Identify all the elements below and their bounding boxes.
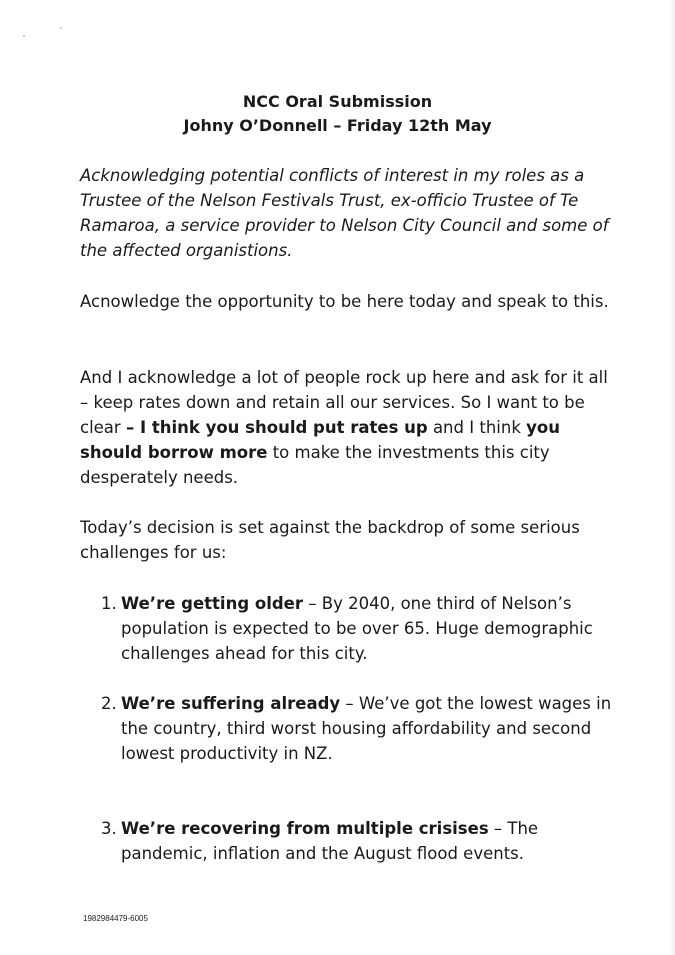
- list-item-body: – We’ve got the lowest wages in the country, third worst housing affordability and second lowest productivity in NZ.: [121, 694, 612, 763]
- document-title: NCC Oral Submission: [242, 92, 433, 111]
- rates-bold-1: – I think you should put rates up: [125, 418, 428, 437]
- list-item-heading: We’re getting older: [121, 594, 304, 613]
- acknowledge-paragraph: Acnowledge the opportunity to be here today and speak to this.: [80, 292, 609, 311]
- rates-text-2: and I think: [427, 418, 527, 437]
- page-edge-shadow: [669, 0, 675, 955]
- document-id: 1982984479-6005: [83, 914, 148, 923]
- list-item: [101, 691, 616, 766]
- rates-paragraph: [80, 365, 610, 490]
- list-item: [101, 591, 616, 666]
- document-subtitle: Johny O’Donnell – Friday 12th May: [183, 116, 492, 135]
- list-item-body: – The pandemic, inflation and the August flood events.: [121, 819, 539, 863]
- list-item-number: 2.: [101, 694, 117, 713]
- list-item-text: [121, 816, 616, 866]
- scan-speck: [23, 35, 25, 37]
- list-item-body: – By 2040, one third of Nelson’s population is expected to be over 65. Huge demographic challenges ahead for this city.: [121, 594, 593, 663]
- scan-speck: [60, 27, 62, 29]
- list-item-text: [121, 691, 616, 766]
- rates-text-1: And I acknowledge a lot of people rock up here and ask for it all – keep rates down and retain all our services. So I want to be clear: [80, 368, 608, 437]
- list-item-text: [121, 591, 616, 666]
- list-item-number: 1.: [101, 594, 117, 613]
- list-item-heading: We’re suffering already: [121, 694, 341, 713]
- list-item: [101, 816, 616, 866]
- list-item-heading: We’re recovering from multiple crisises: [121, 819, 489, 838]
- intro-paragraph: Acknowledging potential conflicts of interest in my roles as a Trustee of the Nelson Festivals Trust, ex-officio Trustee of Te Ramaroa, a service provider to Nelson City Council and some of the affected organistions.: [80, 166, 609, 260]
- rates-text-3: to make the investments this city desperately needs.: [80, 443, 550, 487]
- list-item-number: 3.: [101, 819, 117, 838]
- rates-bold-2: you should borrow more: [80, 418, 560, 462]
- backdrop-paragraph: Today’s decision is set against the backdrop of some serious challenges for us:: [80, 518, 580, 562]
